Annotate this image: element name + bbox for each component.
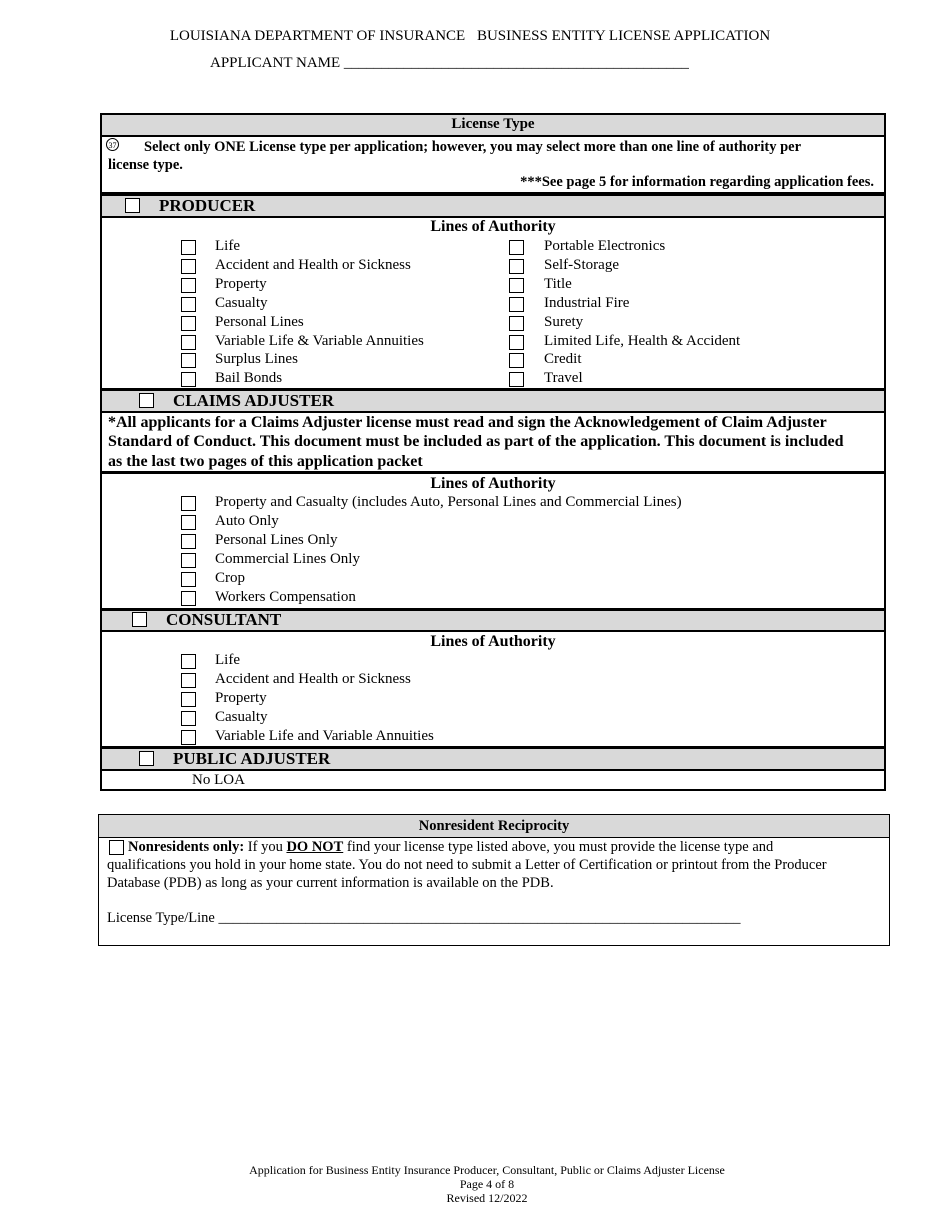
producer-loa-right-label: Self-Storage bbox=[544, 256, 619, 273]
producer-loa-right-checkbox[interactable] bbox=[509, 353, 524, 368]
producer-loa-right-checkbox[interactable] bbox=[509, 316, 524, 331]
producer-loa-left-label: Surplus Lines bbox=[215, 351, 298, 368]
consultant-loa-label: Property bbox=[215, 689, 267, 706]
consultant-loa-label: Variable Life and Variable Annuities bbox=[215, 727, 434, 744]
claims-loa-checkbox[interactable] bbox=[181, 515, 196, 530]
consultant-checkbox[interactable] bbox=[132, 612, 147, 627]
producer-loa-left-checkbox[interactable] bbox=[181, 259, 196, 274]
field-number-marker: 37 bbox=[106, 138, 119, 151]
consultant-loa-label: Accident and Health or Sickness bbox=[215, 670, 411, 687]
producer-loa-right-checkbox[interactable] bbox=[509, 335, 524, 350]
producer-loa-right-label: Surety bbox=[544, 313, 584, 330]
claims-loa-label: Crop bbox=[215, 569, 245, 586]
producer-loa-left-checkbox[interactable] bbox=[181, 372, 196, 387]
claims-loa-checkbox[interactable] bbox=[181, 553, 196, 568]
producer-loa-left-label: Bail Bonds bbox=[215, 370, 283, 387]
claims-loa-checkbox[interactable] bbox=[181, 591, 196, 606]
claims-loa-label: Commercial Lines Only bbox=[215, 550, 360, 567]
nonresident-checkbox[interactable] bbox=[109, 840, 124, 855]
instruction-line-2: license type. bbox=[108, 157, 183, 173]
producer-checkbox[interactable] bbox=[125, 198, 140, 213]
producer-loa-right-label: Industrial Fire bbox=[544, 294, 630, 311]
producer-loa-left-label: Property bbox=[215, 275, 267, 292]
footer-revision: Revised 12/2022 bbox=[446, 1191, 528, 1205]
producer-loa-left-label: Accident and Health or Sickness bbox=[215, 256, 411, 273]
do-not-emphasis: DO NOT bbox=[286, 839, 344, 855]
license-type-title: License Type bbox=[451, 116, 535, 132]
reciprocity-line-3: Database (PDB) as long as your current information is available on the PDB. bbox=[107, 875, 554, 891]
producer-loa-right-checkbox[interactable] bbox=[509, 278, 524, 293]
producer-loa-left-checkbox[interactable] bbox=[181, 278, 196, 293]
claims-loa-checkbox[interactable] bbox=[181, 572, 196, 587]
reciprocity-text-a: If you bbox=[244, 839, 287, 855]
license-type-line-field[interactable]: License Type/Line ________________________________________________________________________ bbox=[107, 910, 741, 926]
department-name: LOUISIANA DEPARTMENT OF INSURANCE bbox=[169, 28, 466, 44]
producer-loa-right-checkbox[interactable] bbox=[509, 372, 524, 387]
consultant-loa-title: Lines of Authority bbox=[430, 633, 556, 650]
consultant-loa-checkbox[interactable] bbox=[181, 673, 196, 688]
page-header bbox=[0, 28, 940, 45]
producer-loa-left-label: Life bbox=[215, 238, 240, 254]
producer-loa-right-label: Title bbox=[544, 275, 572, 292]
claims-loa-label: Workers Compensation bbox=[215, 588, 356, 605]
claims-loa-label: Property and Casualty (includes Auto, Personal Lines and Commercial Lines) bbox=[215, 494, 682, 510]
producer-loa-left-label: Casualty bbox=[215, 294, 268, 311]
reciprocity-line-2: qualifications you hold in your home state. You do not need to submit a Letter of Certification or printout from the Producer bbox=[107, 857, 827, 873]
reciprocity-line-1 bbox=[128, 839, 773, 856]
footer-title: Application for Business Entity Insurance Producer, Consultant, Public or Claims Adjuster License bbox=[249, 1163, 725, 1177]
claims-adjuster-checkbox[interactable] bbox=[139, 393, 154, 408]
public-adjuster-checkbox[interactable] bbox=[139, 751, 154, 766]
footer-page-number: Page 4 of 8 bbox=[459, 1177, 515, 1191]
reciprocity-text-b: find your license type listed above, you must provide the license type and bbox=[343, 839, 774, 855]
consultant-loa-checkbox[interactable] bbox=[181, 692, 196, 707]
producer-loa-right-checkbox[interactable] bbox=[509, 240, 524, 255]
claims-loa-checkbox[interactable] bbox=[181, 534, 196, 549]
producer-loa-left-label: Personal Lines bbox=[215, 313, 304, 330]
consultant-loa-checkbox[interactable] bbox=[181, 730, 196, 745]
producer-loa-left-checkbox[interactable] bbox=[181, 297, 196, 312]
fees-note: ***See page 5 for information regarding application fees. bbox=[520, 174, 874, 190]
public-adjuster-title: PUBLIC ADJUSTER bbox=[173, 749, 331, 768]
producer-loa-right-label: Portable Electronics bbox=[544, 238, 666, 254]
claims-loa-checkbox[interactable] bbox=[181, 496, 196, 511]
producer-loa-right-label: Limited Life, Health & Accident bbox=[544, 332, 741, 349]
producer-loa-right-checkbox[interactable] bbox=[509, 297, 524, 312]
claims-adjuster-loa-title: Lines of Authority bbox=[430, 475, 556, 492]
instruction-line-1: Select only ONE License type per application; however, you may select more than one line of authority per bbox=[144, 139, 802, 155]
producer-loa-title: Lines of Authority bbox=[430, 218, 556, 235]
producer-loa-left-checkbox[interactable] bbox=[181, 316, 196, 331]
applicant-name-field[interactable]: APPLICANT NAME ______________________________________________ bbox=[210, 55, 689, 71]
consultant-loa-label: Life bbox=[215, 652, 240, 668]
claims-notice-line-1: *All applicants for a Claims Adjuster license must read and sign the Acknowledgement of Claim Adjuster bbox=[108, 414, 827, 431]
producer-loa-right-label: Credit bbox=[544, 351, 582, 368]
producer-loa-left-checkbox[interactable] bbox=[181, 240, 196, 255]
claims-notice-line-3: as the last two pages of this application packet bbox=[108, 453, 423, 470]
producer-loa-right-label: Travel bbox=[544, 370, 583, 387]
producer-loa-right-checkbox[interactable] bbox=[509, 259, 524, 274]
producer-title: PRODUCER bbox=[159, 196, 256, 215]
no-loa-text: No LOA bbox=[192, 772, 245, 788]
claims-notice-line-2: Standard of Conduct. This document must be included as part of the application. This document is included bbox=[108, 433, 844, 450]
claims-loa-label: Auto Only bbox=[215, 512, 279, 529]
producer-loa-left-label: Variable Life & Variable Annuities bbox=[215, 332, 424, 349]
claims-adjuster-title: CLAIMS ADJUSTER bbox=[173, 391, 335, 410]
consultant-loa-label: Casualty bbox=[215, 708, 268, 725]
consultant-loa-checkbox[interactable] bbox=[181, 711, 196, 726]
page-footer bbox=[0, 1163, 950, 1205]
claims-loa-label: Personal Lines Only bbox=[215, 531, 338, 548]
consultant-loa-checkbox[interactable] bbox=[181, 654, 196, 669]
reciprocity-title: Nonresident Reciprocity bbox=[418, 818, 570, 834]
producer-loa-left-checkbox[interactable] bbox=[181, 353, 196, 368]
consultant-title: CONSULTANT bbox=[166, 610, 282, 629]
nonresident-lead: Nonresidents only: bbox=[128, 839, 245, 855]
form-title: BUSINESS ENTITY LICENSE APPLICATION bbox=[476, 28, 771, 44]
producer-loa-left-checkbox[interactable] bbox=[181, 335, 196, 350]
